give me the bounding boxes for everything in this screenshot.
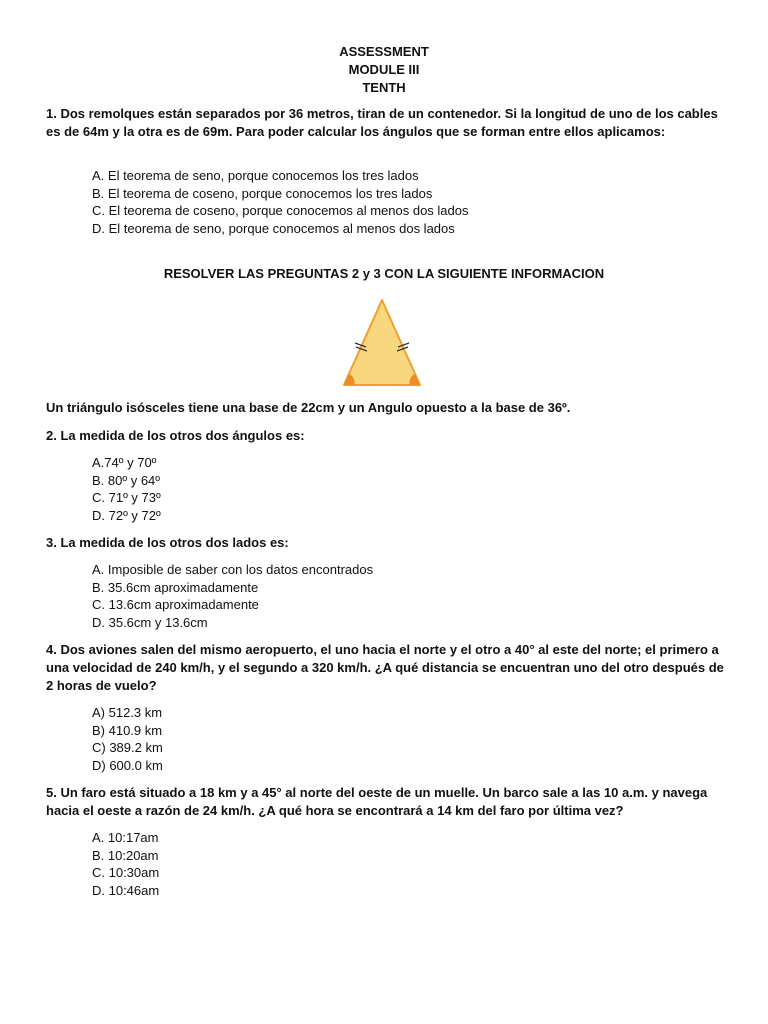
doc-grade: TENTH xyxy=(362,80,406,95)
option-a: A) 512.3 km xyxy=(92,705,163,720)
option-b: B. 10:20am xyxy=(92,847,159,863)
option-c: C. El teorema de coseno, porque conocemos al menos dos lados xyxy=(92,203,469,219)
question-1: 1. Dos remolques están separados por 36 metros, tiran de un contenedor. Si la longitud de uno de los cables es de 64m y la otra es de 69m. Para poder calcular los ángulos que se forman entre ellos aplicamos: xyxy=(46,106,718,139)
option-c: C) 389.2 km xyxy=(92,740,163,756)
triangle-statement: Un triángulo isósceles tiene una base de 22cm y un Angulo opuesto a la base de 36º. xyxy=(46,400,571,415)
option-a: A. 10:17am xyxy=(92,830,159,845)
question-3-options xyxy=(92,561,373,631)
option-d: D. El teorema de seno, porque conocemos al menos dos lados xyxy=(92,220,455,236)
triangle-shape xyxy=(344,300,420,385)
question-2-options xyxy=(92,454,161,524)
option-a: A. El teorema de seno, porque conocemos los tres lados xyxy=(92,168,419,183)
option-b: B. El teorema de coseno, porque conocemos los tres lados xyxy=(92,185,433,201)
question-4-options xyxy=(92,704,163,774)
option-d: D. 35.6cm y 13.6cm xyxy=(92,614,208,630)
section-heading: RESOLVER LAS PREGUNTAS 2 y 3 CON LA SIGUIENTE INFORMACION xyxy=(163,266,605,281)
question-4: 4. Dos aviones salen del mismo aeropuerto, el uno hacia el norte y el otro a 40° al este del norte; el primero a una velocidad de 240 km/h, y el segundo a 320 km/h. ¿A qué distancia se encuentran uno del otro después de 2 horas de vuelo? xyxy=(46,642,724,693)
option-b: B. 35.6cm aproximadamente xyxy=(92,579,259,595)
question-5-options xyxy=(92,829,159,899)
option-b: B) 410.9 km xyxy=(92,722,163,738)
question-3: 3. La medida de los otros dos lados es: xyxy=(46,535,289,550)
question-2: 2. La medida de los otros dos ángulos es: xyxy=(46,428,305,443)
option-d: D. 10:46am xyxy=(92,882,160,898)
doc-module: MODULE III xyxy=(348,62,420,77)
option-a: A.74º y 70º xyxy=(92,455,157,470)
question-5: 5. Un faro está situado a 18 km y a 45° al norte del oeste de un muelle. Un barco sale a las 10 a.m. y navega hacia el oeste a razón de 24 km/h. ¿A qué hora se encontrará a 14 km del faro por última vez? xyxy=(46,785,708,818)
option-c: C. 10:30am xyxy=(92,865,160,881)
doc-title: ASSESSMENT xyxy=(339,44,429,59)
option-d: D) 600.0 km xyxy=(92,757,163,773)
option-c: C. 13.6cm aproximadamente xyxy=(92,597,259,613)
option-d: D. 72º y 72º xyxy=(92,507,161,523)
option-b: B. 80º y 64º xyxy=(92,472,161,488)
isosceles-triangle-figure xyxy=(336,292,428,388)
option-c: C. 71º y 73º xyxy=(92,490,161,506)
question-1-options xyxy=(92,167,469,237)
option-a: A. Imposible de saber con los datos encontrados xyxy=(92,562,374,577)
